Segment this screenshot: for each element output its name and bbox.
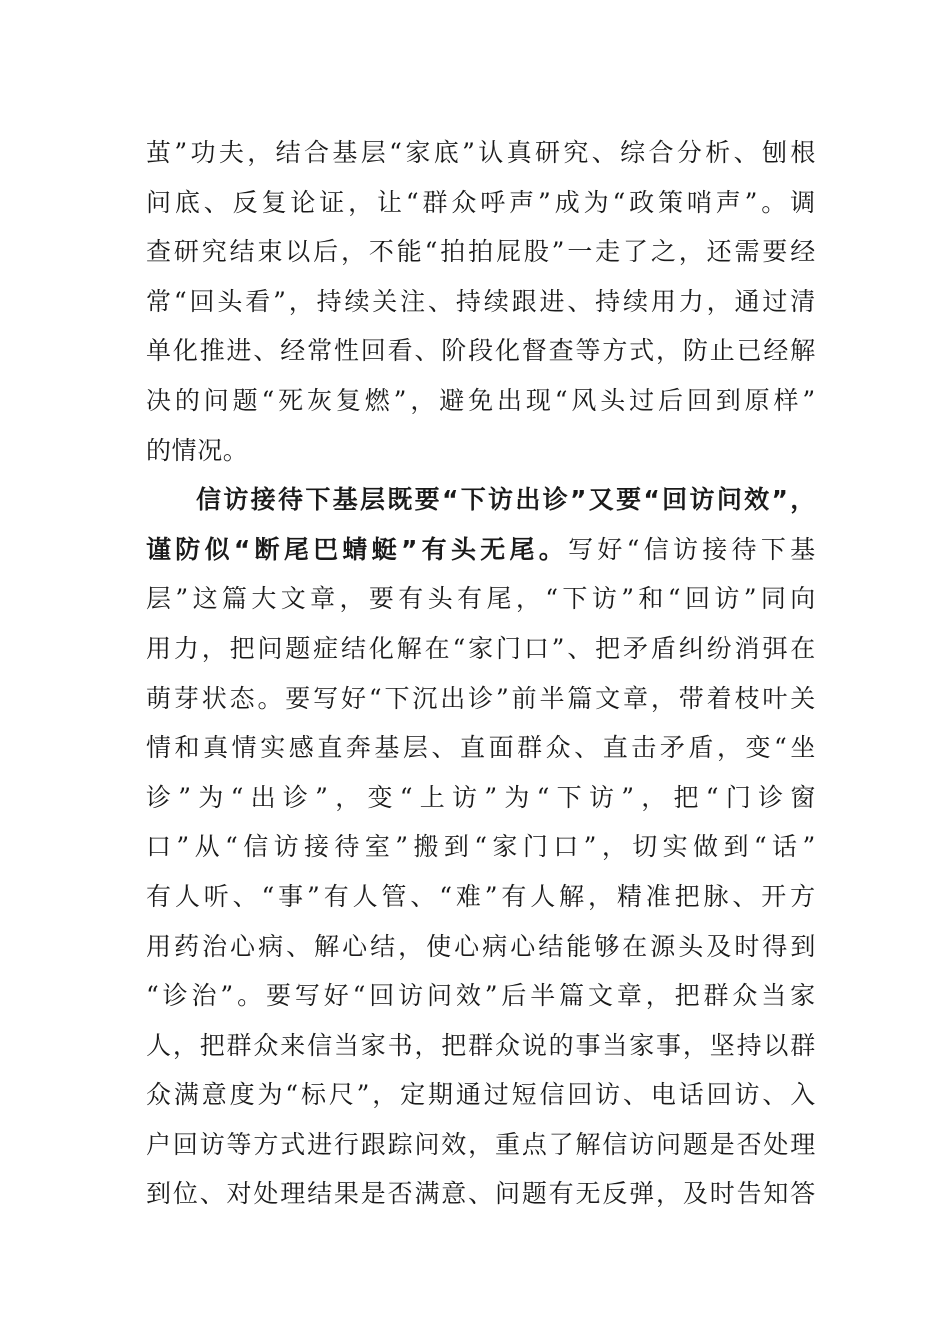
document-body	[146, 128, 816, 1219]
text-line: 有 人 听 、 “ 事 ” 有 人 管 、 “ 难 ” 有 人 解 ， 精 准 把 脉 、 开 方	[146, 881, 816, 911]
text-line: 诊 ” 为 “ 出 诊 ” ， 变 “ 上 访 ” 为 “ 下 访 ” ， 把 “ 门 诊 窗	[146, 782, 816, 812]
text-line: 户 回 访 等 方 式 进 行 跟 踪 问 效 ， 重 点 了 解 信 访 问 题 是 否 处 理	[146, 1129, 816, 1159]
text-line: 层 ” 这 篇 大 文 章 ， 要 有 头 有 尾 ， “ 下 访 ” 和 “ 回 访 ” 同 向	[146, 584, 816, 614]
text-line: 用 药 治 心 病 、 解 心 结 ， 使 心 病 心 结 能 够 在 源 头 及 时 得 到	[146, 931, 816, 961]
text-line: 决 的 问 题 “ 死 灰 复 燃 ” ， 避 免 出 现 “ 风 头 过 后 回 到 原 样 ”	[146, 385, 816, 415]
text-line: 问 底 、 反 复 论 证 ， 让 “ 群 众 呼 声 ” 成 为 “ 政 策 哨 声 ” 。 调	[146, 187, 816, 217]
text-line: 到 位 、 对 处 理 结 果 是 否 满 意 、 问 题 有 无 反 弹 ， 及 时 告 知 答	[146, 1179, 816, 1209]
text-line: 人 ， 把 群 众 来 信 当 家 书 ， 把 群 众 说 的 事 当 家 事 ， 坚 持 以 群	[146, 1030, 816, 1060]
paragraph-heading-line: 信 访 接 待 下 基 层 既 要 “ 下 访 出 诊 ” 又 要 “ 回 访 问 效 ” ，	[196, 485, 816, 515]
text-line: 众 满 意 度 为 “ 标 尺 ” ， 定 期 通 过 短 信 回 访 、 电 话 回 访 、 入	[146, 1080, 816, 1110]
text-line: 查 研 究 结 束 以 后 ， 不 能 “ 拍 拍 屁 股 ” 一 走 了 之 ， 还 需 要 经	[146, 237, 816, 267]
text-line: 单 化 推 进 、 经 常 性 回 看 、 阶 段 化 督 查 等 方 式 ， 防 止 已 经 解	[146, 336, 816, 366]
text-line: 的情况。	[146, 435, 249, 465]
text-line: 情 和 真 情 实 感 直 奔 基 层 、 直 面 群 众 、 直 击 矛 盾 ， 变 “ 坐	[146, 733, 816, 763]
text-line: 常 “ 回 头 看 ” ， 持 续 关 注 、 持 续 跟 进 、 持 续 用 力 ， 通 过 清	[146, 286, 816, 316]
text-line: 萌 芽 状 态 。 要 写 好 “ 下 沉 出 诊 ” 前 半 篇 文 章 ， 带 着 枝 叶 关	[146, 683, 816, 713]
text-line-mixed: 谨 防 似 “ 断 尾 巴 蜻 蜓 ” 有 头 无 尾 。 写 好 “ 信 访 接 待 下 基	[146, 534, 816, 564]
text-line: 口 ” 从 “ 信 访 接 待 室 ” 搬 到 “ 家 门 口 ” ， 切 实 做 到 “ 话 ”	[146, 832, 816, 862]
text-line: “ 诊 治 ” 。 要 写 好 “ 回 访 问 效 ” 后 半 篇 文 章 ， 把 群 众 当 家	[146, 981, 816, 1011]
text-line: 茧 ” 功 夫 ， 结 合 基 层 “ 家 底 ” 认 真 研 究 、 综 合 分 析 、 刨 根	[146, 138, 816, 167]
text-line: 用 力 ， 把 问 题 症 结 化 解 在 “ 家 门 口 ” 、 把 矛 盾 纠 纷 消 弭 在	[146, 633, 816, 663]
